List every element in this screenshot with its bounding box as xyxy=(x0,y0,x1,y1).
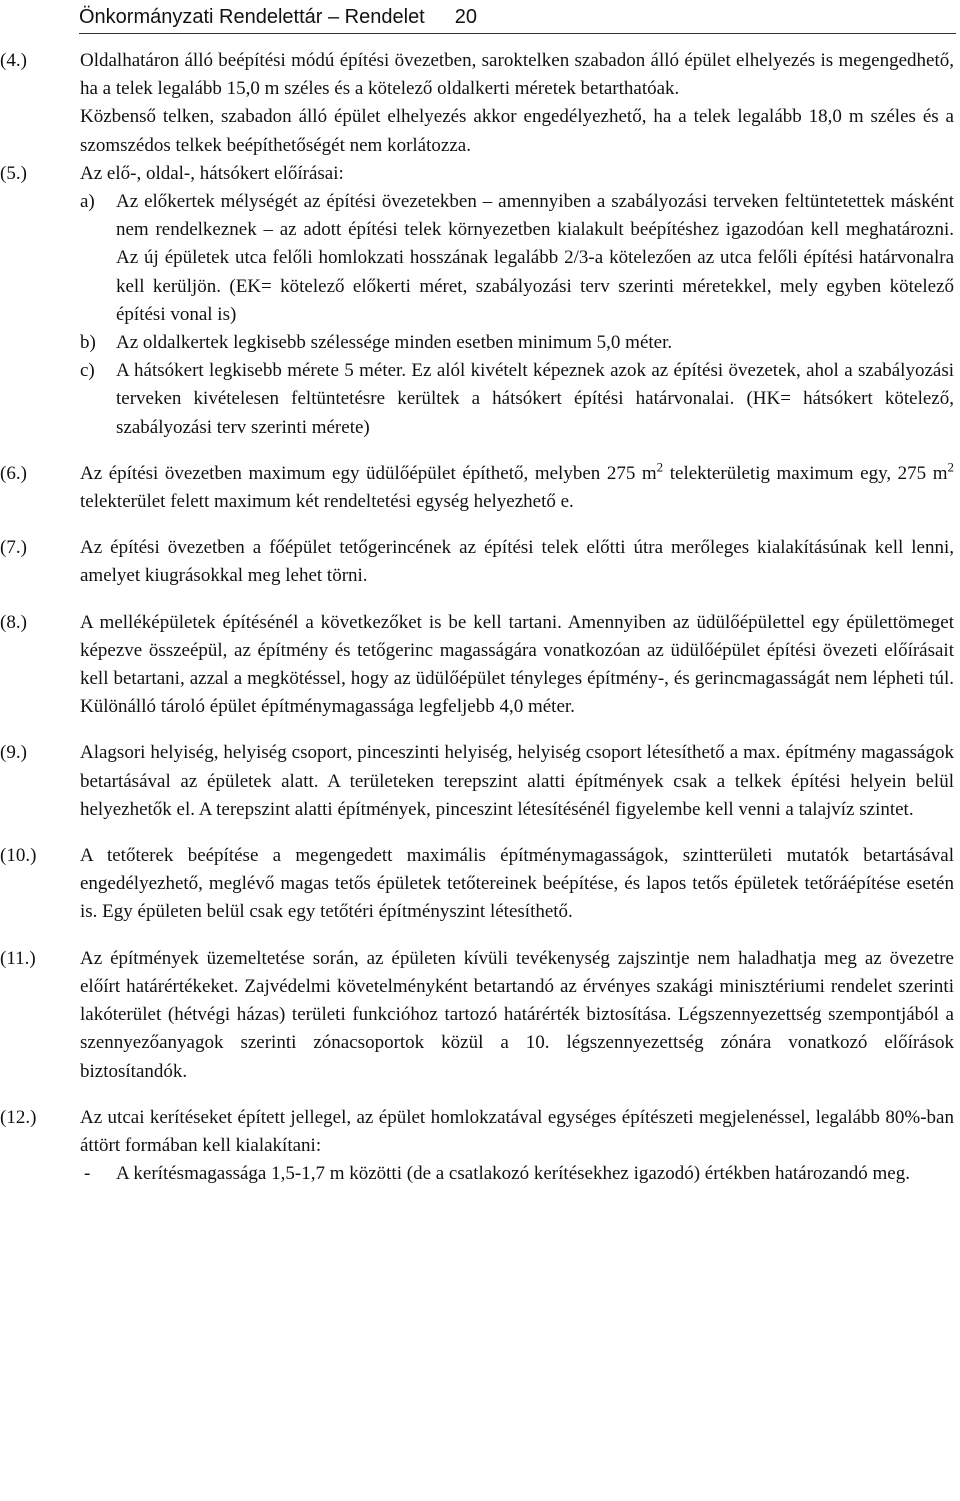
header-rule xyxy=(79,33,956,34)
section-text: Közbenső telken, szabadon álló épület elhelyezés akkor engedélyezhető, ha a telek legalább 18,0 m széles és a szomszédos telkek beépíthetőségét nem korlátozza. xyxy=(80,106,954,156)
section-intro: Az elő-, oldal-, hátsókert előírásai: xyxy=(80,162,344,184)
section-text: A tetőterek beépítése a megengedett maximális építménymagasságok, szintterületi mutatók betartásával engedélyezhető, meglévő magas tetős épületek tetőtereinek beépítése, és lapos tetős épületek tetőráépítése esetén is. Egy épületen belül csak egy tetőtéri építményszint létesíthető. xyxy=(80,845,954,923)
section-11 xyxy=(0,945,960,1086)
dash-list-item xyxy=(80,1160,954,1188)
superscript: 2 xyxy=(947,459,954,475)
text-run: telekterület felett maximum két rendeltetési egység helyezhető e. xyxy=(80,491,574,513)
section-number: (9.) xyxy=(0,742,27,764)
document-body xyxy=(0,47,960,1188)
section-number: (11.) xyxy=(0,947,36,969)
section-number: (4.) xyxy=(0,50,27,71)
section-text: Az utcai kerítéseket épített jellegel, az épület homlokzatával egységes építészeti megjelenéssel, legalább 80%-ban áttört formában kell kialakítani: xyxy=(80,1106,954,1156)
section-number: (8.) xyxy=(0,611,27,633)
section-9 xyxy=(0,739,960,824)
section-text: A melléképületek építésénél a következőket is be kell tartani. Amennyiben az üdülőépülettel egy épülettömeget képezve összeépül, az építmény és tetőgerinc magasságára vonatkozóan az üdülőépület építési övezeti előírásait kell betartani, azzal a megkötéssel, hogy az üdülőépület tényleges építmény-, és gerincmagasságát nem lépheti túl. Különálló tároló épület építménymagassága legfeljebb 4,0 méter. xyxy=(80,611,954,718)
section-4 xyxy=(0,47,960,160)
dash-label: - xyxy=(84,1163,91,1185)
list-text: Az előkertek mélységét az építési övezetekben – amennyiben a szabályozási terveken feltüntetettek másként nem rendelkeznek – az adott építési telek környezetben kialakult beépítéshez igazodóan kell meghatározni. Az új épületek utca felőli homlokzati hosszának legalább 2/3-a kötelezően az utca felőli építési határvonalra kell kerüljön. (EK= kötelező előkerti méret, szabályozási terv szerinti méretekkel, mely egyben kötelező építési vonal is) xyxy=(116,191,954,325)
section-10 xyxy=(0,842,960,927)
section-12 xyxy=(0,1104,960,1189)
list-label: c) xyxy=(80,360,95,382)
text-run: Az építési övezetben maximum egy üdülőépület építhető, melyben 275 m xyxy=(80,462,657,484)
list-text: A hátsókert legkisebb mérete 5 méter. Ez alól kivételt képeznek azok az építési övezetek, ahol a szabályozási terveken kivételesen feltüntetésre kerültek a hátsókert építési határvonalai. (HK= hátsókert kötelező, szabályozási terv szerinti mérete) xyxy=(116,360,954,438)
list-label: a) xyxy=(80,191,95,213)
text-run: telekterületig maximum egy, 275 m xyxy=(663,462,948,484)
list-text: Az oldalkertek legkisebb szélessége minden esetben minimum 5,0 méter. xyxy=(116,332,673,354)
section-text: Oldalhatáron álló beépítési módú építési övezetben, saroktelken szabadon álló épület elhelyezés is megengedhető, ha a telek legalább 15,0 m széles és a kötelező oldalkerti méretek betarthatóak. xyxy=(80,50,954,100)
section-number: (6.) xyxy=(0,462,27,484)
section-6 xyxy=(0,460,960,516)
page-number: 20 xyxy=(454,6,477,28)
superscript: 2 xyxy=(656,459,664,475)
section-8 xyxy=(0,609,960,722)
section-7 xyxy=(0,534,960,590)
section-text: Az építési övezetben a főépület tetőgerincének az építési telek előtti útra merőleges kialakításúnak kell lenni, amelyet kiugrásokkal meg lehet törni. xyxy=(80,537,954,587)
section-number: (7.) xyxy=(0,537,27,559)
section-text xyxy=(80,460,954,516)
list-label: b) xyxy=(80,332,96,354)
section-number: (10.) xyxy=(0,845,37,867)
page-header xyxy=(79,4,499,30)
list-text: A kerítésmagassága 1,5-1,7 m közötti (de a csatlakozó kerítésekhez igazodó) értékben határozandó meg. xyxy=(116,1163,910,1185)
header-title: Önkormányzati Rendelettár – Rendelet xyxy=(79,6,425,28)
section-text: Az építmények üzemeltetése során, az épületen kívüli tevékenység zajszintje nem haladhatja meg az övezetre előírt határértékeket. Zajvédelmi követelményként betartandó az érvényes szakági minisztériumi rendelet szerinti lakóterület (hétvégi házas) területi funkcióhoz tartozó határérték biztosítása. Légszennyezettség szempontjából a szennyezőanyagok szerinti zónacsoportok közül a 10. légszennyezettség zónára vonatkozó előírások biztosítandók. xyxy=(80,947,954,1082)
section-number: (5.) xyxy=(0,162,27,184)
list-item-a xyxy=(80,188,954,329)
list-item-b xyxy=(80,329,954,357)
list-item-c xyxy=(80,357,954,442)
section-5 xyxy=(0,160,960,442)
section-text: Alagsori helyiség, helyiség csoport, pinceszinti helyiség, helyiség csoport létesíthető a max. építmény magasságok betartásával az épületek alatt. A területeken terepszint alatti építmények csak a telkek építési helyein belül helyezhetők el. A terepszint alatti építmények, pinceszint létesítésénél figyelembe kell venni a talajvíz szintet. xyxy=(80,742,954,820)
section-number: (12.) xyxy=(0,1106,37,1128)
